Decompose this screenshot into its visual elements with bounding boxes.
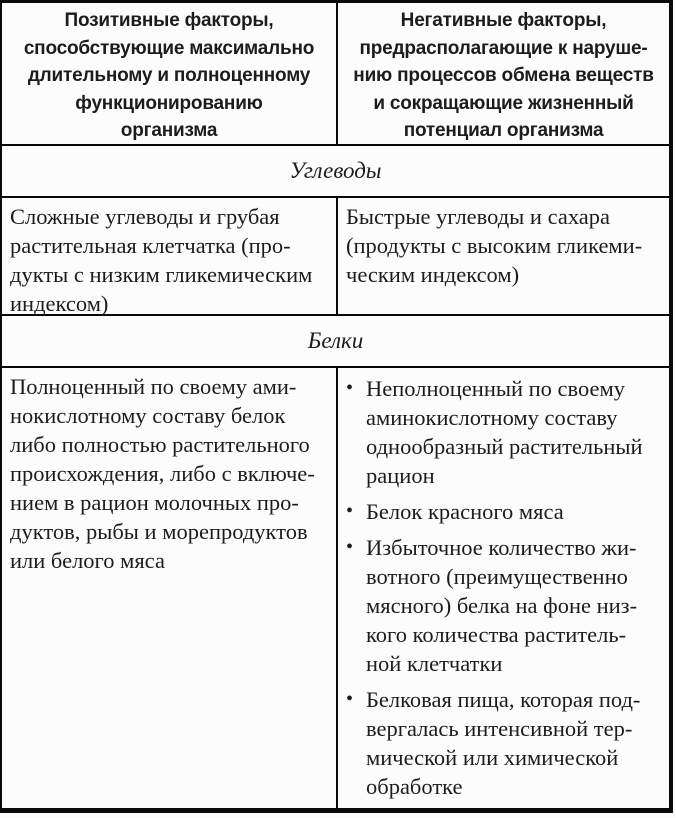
text-line: организма (120, 120, 218, 141)
list-item (346, 497, 665, 526)
section-title-carbohydrates: Углеводы (289, 158, 382, 183)
list-item (346, 374, 665, 490)
text-line: нокислотному составу белок (10, 403, 286, 428)
text-line: ческим индексом) (346, 262, 520, 287)
text-line: дукты с низким гликемическим (10, 262, 313, 287)
text-line: (продукты с высоким гликеми- (346, 233, 643, 258)
text-line: либо полностью растительного (10, 432, 310, 457)
text-line: Сложные углеводы и грубая (10, 204, 280, 229)
text-line: мической или химической (366, 745, 619, 770)
carbohydrates-negative-cell (338, 198, 669, 314)
section-title-proteins: Белки (307, 328, 364, 353)
header-cell-positive-factors (2, 3, 338, 144)
text-line: функционированию (75, 92, 263, 114)
text-line: вергалась интенсивной тер- (366, 716, 633, 741)
header-cell-negative-factors (338, 3, 669, 144)
list-item-text (366, 374, 665, 490)
text-line: нию процессов обмена веществ (353, 65, 654, 86)
text-line: индексом) (10, 291, 109, 316)
list-item-text (366, 497, 665, 526)
text-line: дуктов, рыбы и морепродуктов (10, 519, 308, 544)
text-line: Позитивные факторы, (64, 10, 274, 31)
carbohydrates-content-row (2, 198, 669, 316)
text-line: однообразный растительный (366, 434, 643, 459)
bullet-icon: • (346, 500, 354, 522)
text-line: предрасполагающие к наруше- (359, 37, 648, 59)
text-line: Неполноценный по своему (366, 376, 626, 401)
list-item-text (366, 685, 665, 801)
text-line: Быстрые углеводы и сахара (346, 204, 611, 229)
bullet-icon: • (346, 536, 354, 558)
text-line: нием в рацион молочных про- (10, 490, 299, 515)
carbohydrates-positive-cell (2, 198, 338, 314)
text-line: Белок красного мяса (366, 499, 564, 524)
text-line: Негативные факторы, (400, 10, 607, 31)
text-line: Избыточное количество жи- (366, 535, 637, 560)
table-header-row (2, 3, 669, 146)
text-line: Полноценный по своему ами- (10, 374, 297, 399)
text-line: обработке (366, 774, 463, 799)
text-line: рацион (366, 463, 435, 488)
list-item-text (366, 533, 665, 678)
bullet-icon: • (346, 688, 354, 710)
proteins-content-row (2, 368, 669, 808)
text-line: растительная клетчатка (про- (10, 233, 291, 258)
text-line: кого количества раститель- (366, 622, 627, 647)
list-item (346, 685, 665, 801)
section-row-carbohydrates (2, 146, 669, 198)
text-line: Белковая пища, которая под- (366, 687, 641, 712)
text-line: аминокислотному составу (366, 405, 618, 430)
text-line: вотного (преимущественно (366, 564, 628, 589)
proteins-positive-cell (2, 368, 338, 808)
text-line: длительному и полноценному (27, 65, 311, 86)
proteins-negative-cell (338, 368, 669, 808)
list-item (346, 533, 665, 678)
text-line: мясного) белка на фоне низ- (366, 593, 638, 618)
section-row-proteins (2, 316, 669, 368)
text-line: способствующие максимально (23, 37, 315, 59)
text-line: потенциал организма (403, 120, 604, 141)
text-line: или белого мяса (10, 548, 165, 573)
text-line: ной клетчатки (366, 651, 503, 676)
text-line: и сокращающие жизненный (373, 92, 634, 114)
text-line: происхождения, либо с включе- (10, 461, 315, 486)
bullet-icon: • (346, 377, 354, 399)
